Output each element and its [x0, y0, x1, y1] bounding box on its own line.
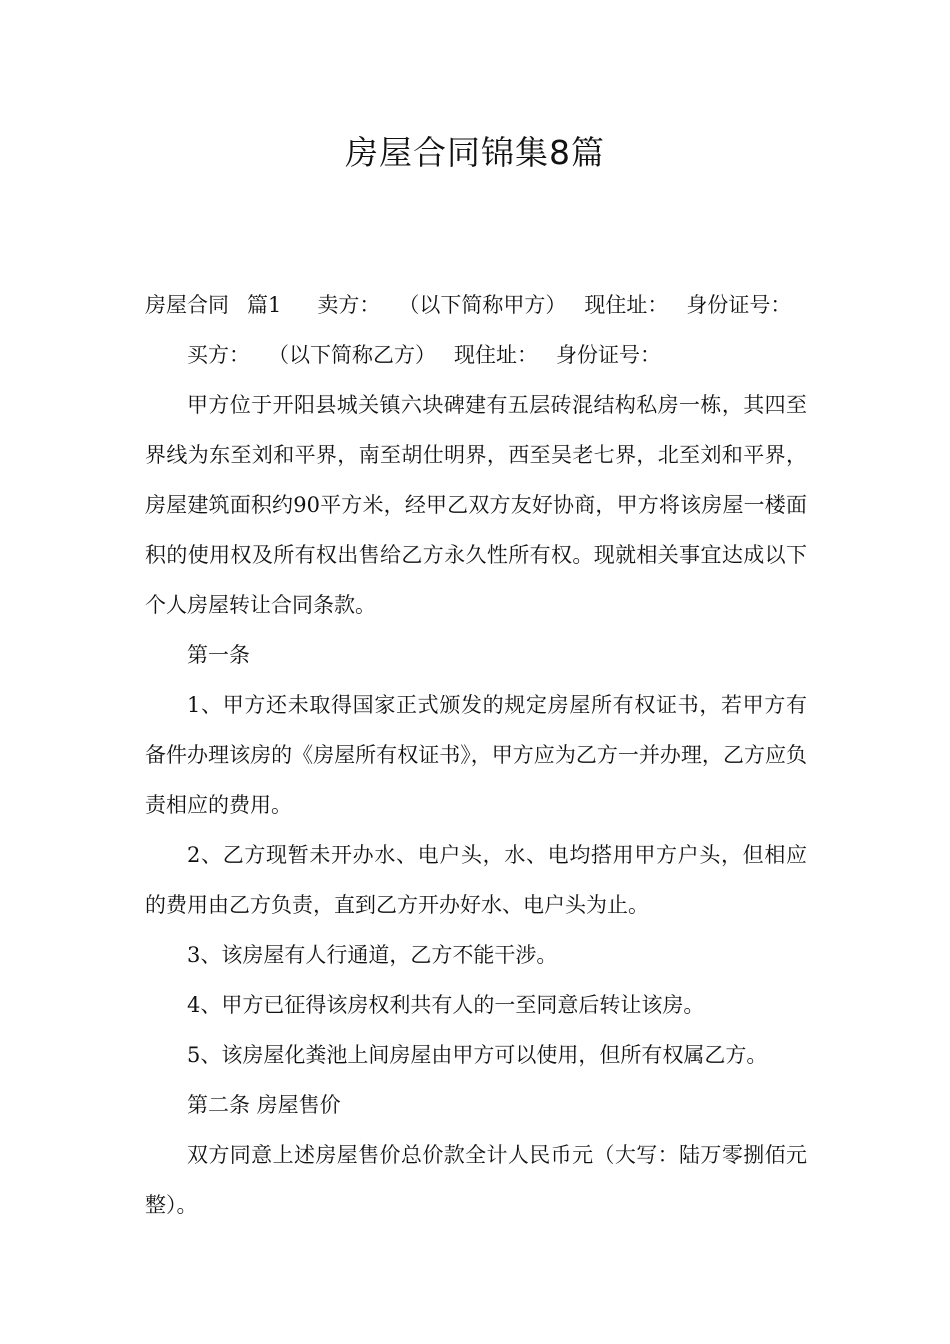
contract-part: 篇1: [247, 293, 282, 317]
intro-paragraph: 甲方位于开阳县城关镇六块碑建有五层砖混结构私房一栋，其四至界线为东至刘和平界，南至胡仕明界，西至吴老七界，北至刘和平界，房屋建筑面积约90平方米，经甲乙双方友好协商，甲方将该房屋一楼面积的使用权及所有权出售给乙方永久性所有权。现就相关事宜达成以下个人房屋转让合同条款。: [145, 393, 807, 617]
buyer-label: 买方：: [187, 343, 250, 367]
article-1-item: 4、甲方已征得该房权利共有人的一至同意后转让该房。: [187, 993, 705, 1017]
buyer-alias: （以下简称乙方）: [268, 343, 436, 367]
seller-address-label: 现住址：: [584, 293, 669, 317]
article-1-item: 5、该房屋化粪池上间房屋由甲方可以使用，但所有权属乙方。: [187, 1043, 768, 1067]
buyer-address-label: 现住址：: [454, 343, 538, 367]
article-1-item: 2、乙方现暂未开办水、电户头，水、电均搭用甲方户头，但相应的费用由乙方负责，直到乙方开办好水、电户头为止。: [145, 843, 807, 917]
article-1-item: 1、甲方还未取得国家正式颁发的规定房屋所有权证书，若甲方有备件办理该房的《房屋所有权证书》，甲方应为乙方一并办理，乙方应负责相应的费用。: [145, 693, 807, 817]
contract-header-line: [145, 280, 807, 330]
article-1-heading: 第一条: [187, 643, 250, 667]
document-body: [145, 280, 807, 1230]
article-2-heading: 第二条 房屋售价: [187, 1093, 341, 1117]
buyer-line: [145, 330, 807, 380]
seller-alias: （以下简称甲方）: [398, 293, 567, 317]
seller-label: 卖方：: [317, 293, 381, 317]
article-1-item: 3、该房屋有人行通道，乙方不能干涉。: [187, 943, 558, 967]
seller-id-label: 身份证号：: [686, 293, 792, 317]
contract-label: 房屋合同: [145, 293, 229, 317]
buyer-id-label: 身份证号：: [556, 343, 661, 367]
article-2-text: 双方同意上述房屋售价总价款全计人民币元（大写：陆万零捌佰元整）。: [145, 1143, 807, 1217]
document-title: 房屋合同锦集8篇: [345, 133, 605, 172]
